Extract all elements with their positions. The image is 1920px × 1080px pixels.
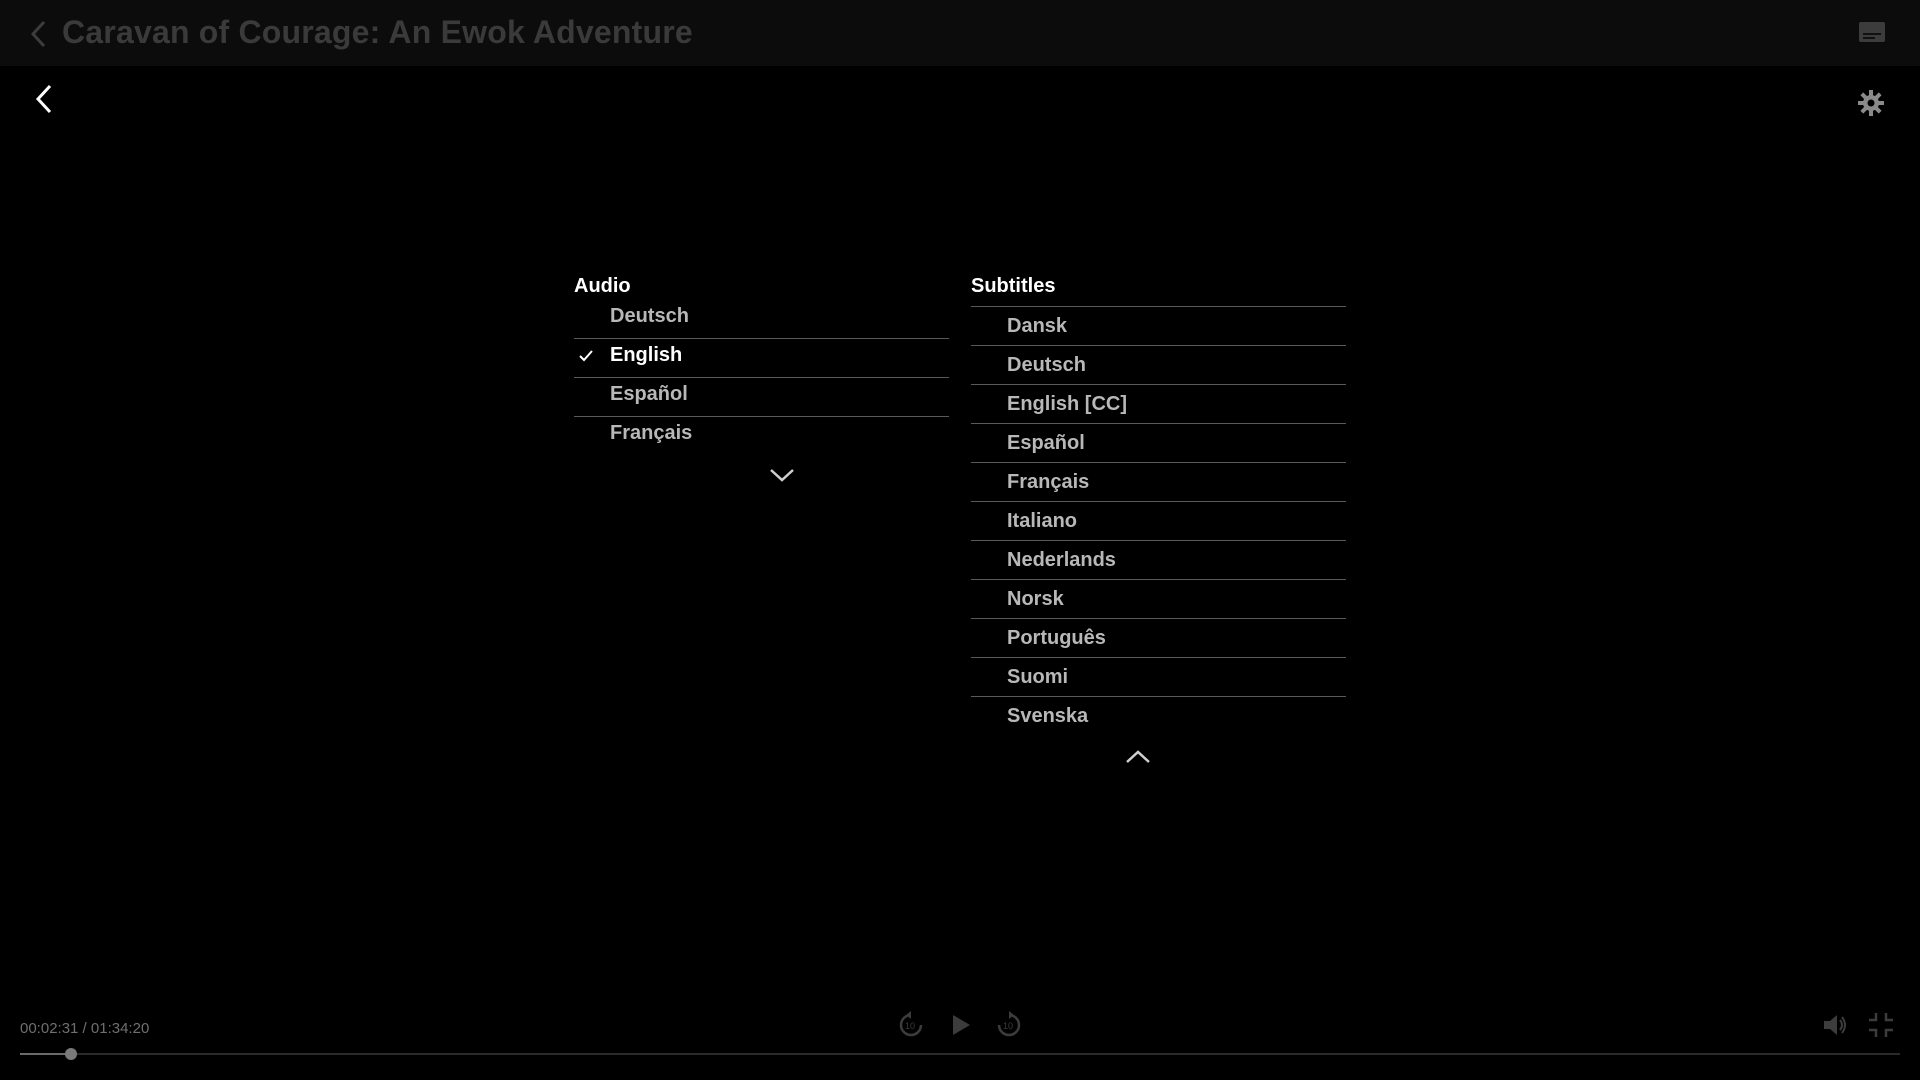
gear-icon xyxy=(1856,88,1886,118)
subtitles-icon xyxy=(1858,20,1886,44)
subtitle-option-label: Dansk xyxy=(1007,315,1068,337)
subtitles-button[interactable] xyxy=(1858,20,1886,44)
audio-option-label: English xyxy=(610,344,683,366)
subtitle-option-dansk[interactable] xyxy=(971,307,1346,346)
subtitle-option-label: Deutsch xyxy=(1007,354,1086,376)
subtitle-option-label: Nederlands xyxy=(1007,549,1116,571)
svg-text:10: 10 xyxy=(1003,1021,1014,1031)
audio-option-label: Deutsch xyxy=(610,305,689,327)
subtitle-option-svenska[interactable] xyxy=(971,697,1346,735)
play-button[interactable] xyxy=(945,1010,975,1040)
chevron-left-icon xyxy=(24,16,54,52)
chevron-up-icon[interactable] xyxy=(1123,747,1153,767)
progress-bar[interactable] xyxy=(20,1053,1900,1055)
play-icon xyxy=(945,1010,975,1040)
subtitle-option-nederlands[interactable] xyxy=(971,541,1346,580)
volume-button[interactable] xyxy=(1820,1010,1850,1040)
page-title: Caravan of Courage: An Ewok Adventure xyxy=(62,14,693,50)
subtitle-option-espanol[interactable] xyxy=(971,424,1346,463)
subtitle-option-francais[interactable] xyxy=(971,463,1346,502)
subtitle-option-suomi[interactable] xyxy=(971,658,1346,697)
subtitle-option-label: Italiano xyxy=(1007,510,1078,532)
top-bar xyxy=(0,0,1920,66)
settings-button[interactable] xyxy=(1856,88,1886,118)
audio-option-deutsch[interactable] xyxy=(574,300,949,339)
rewind-10-icon xyxy=(896,1010,926,1040)
chevron-down-icon[interactable] xyxy=(767,465,797,485)
subtitle-option-portugues[interactable] xyxy=(971,619,1346,658)
chevron-left-icon xyxy=(28,78,60,120)
rewind-button[interactable] xyxy=(896,1010,926,1040)
checkmark-icon xyxy=(578,348,594,364)
subtitle-option-italiano[interactable] xyxy=(971,502,1346,541)
audio-option-espanol[interactable] xyxy=(574,378,949,417)
subtitle-option-norsk[interactable] xyxy=(971,580,1346,619)
subtitle-option-label: Suomi xyxy=(1007,666,1069,688)
audio-option-francais[interactable] xyxy=(574,417,949,455)
top-back-button[interactable] xyxy=(24,16,54,52)
exit-fullscreen-button[interactable] xyxy=(1866,1010,1896,1040)
svg-text:10: 10 xyxy=(905,1021,916,1031)
audio-option-label: Español xyxy=(610,383,688,405)
subtitle-option-label: Español xyxy=(1007,432,1085,454)
subtitle-option-label: English [CC] xyxy=(1007,393,1127,415)
subtitles-heading: Subtitles xyxy=(971,272,1346,307)
subtitle-option-label: Norsk xyxy=(1007,588,1064,610)
subtitle-option-label: Français xyxy=(1007,471,1090,493)
subtitle-option-label: Português xyxy=(1007,627,1106,649)
audio-panel xyxy=(574,272,949,485)
progress-handle[interactable] xyxy=(65,1048,77,1060)
volume-icon xyxy=(1820,1010,1850,1040)
back-button[interactable] xyxy=(28,78,60,120)
subtitle-option-label: Svenska xyxy=(1007,705,1089,727)
exit-fullscreen-icon xyxy=(1866,1010,1896,1040)
subtitle-option-english-cc[interactable] xyxy=(971,385,1346,424)
subtitles-panel xyxy=(971,272,1346,767)
audio-option-english[interactable] xyxy=(574,339,949,378)
subtitle-option-deutsch[interactable] xyxy=(971,346,1346,385)
progress-fill xyxy=(20,1053,71,1055)
audio-option-label: Français xyxy=(610,422,693,444)
time-display: 00:02:31 / 01:34:20 xyxy=(20,1020,150,1037)
audio-heading: Audio xyxy=(574,275,631,297)
forward-10-icon xyxy=(994,1010,1024,1040)
forward-button[interactable] xyxy=(994,1010,1024,1040)
